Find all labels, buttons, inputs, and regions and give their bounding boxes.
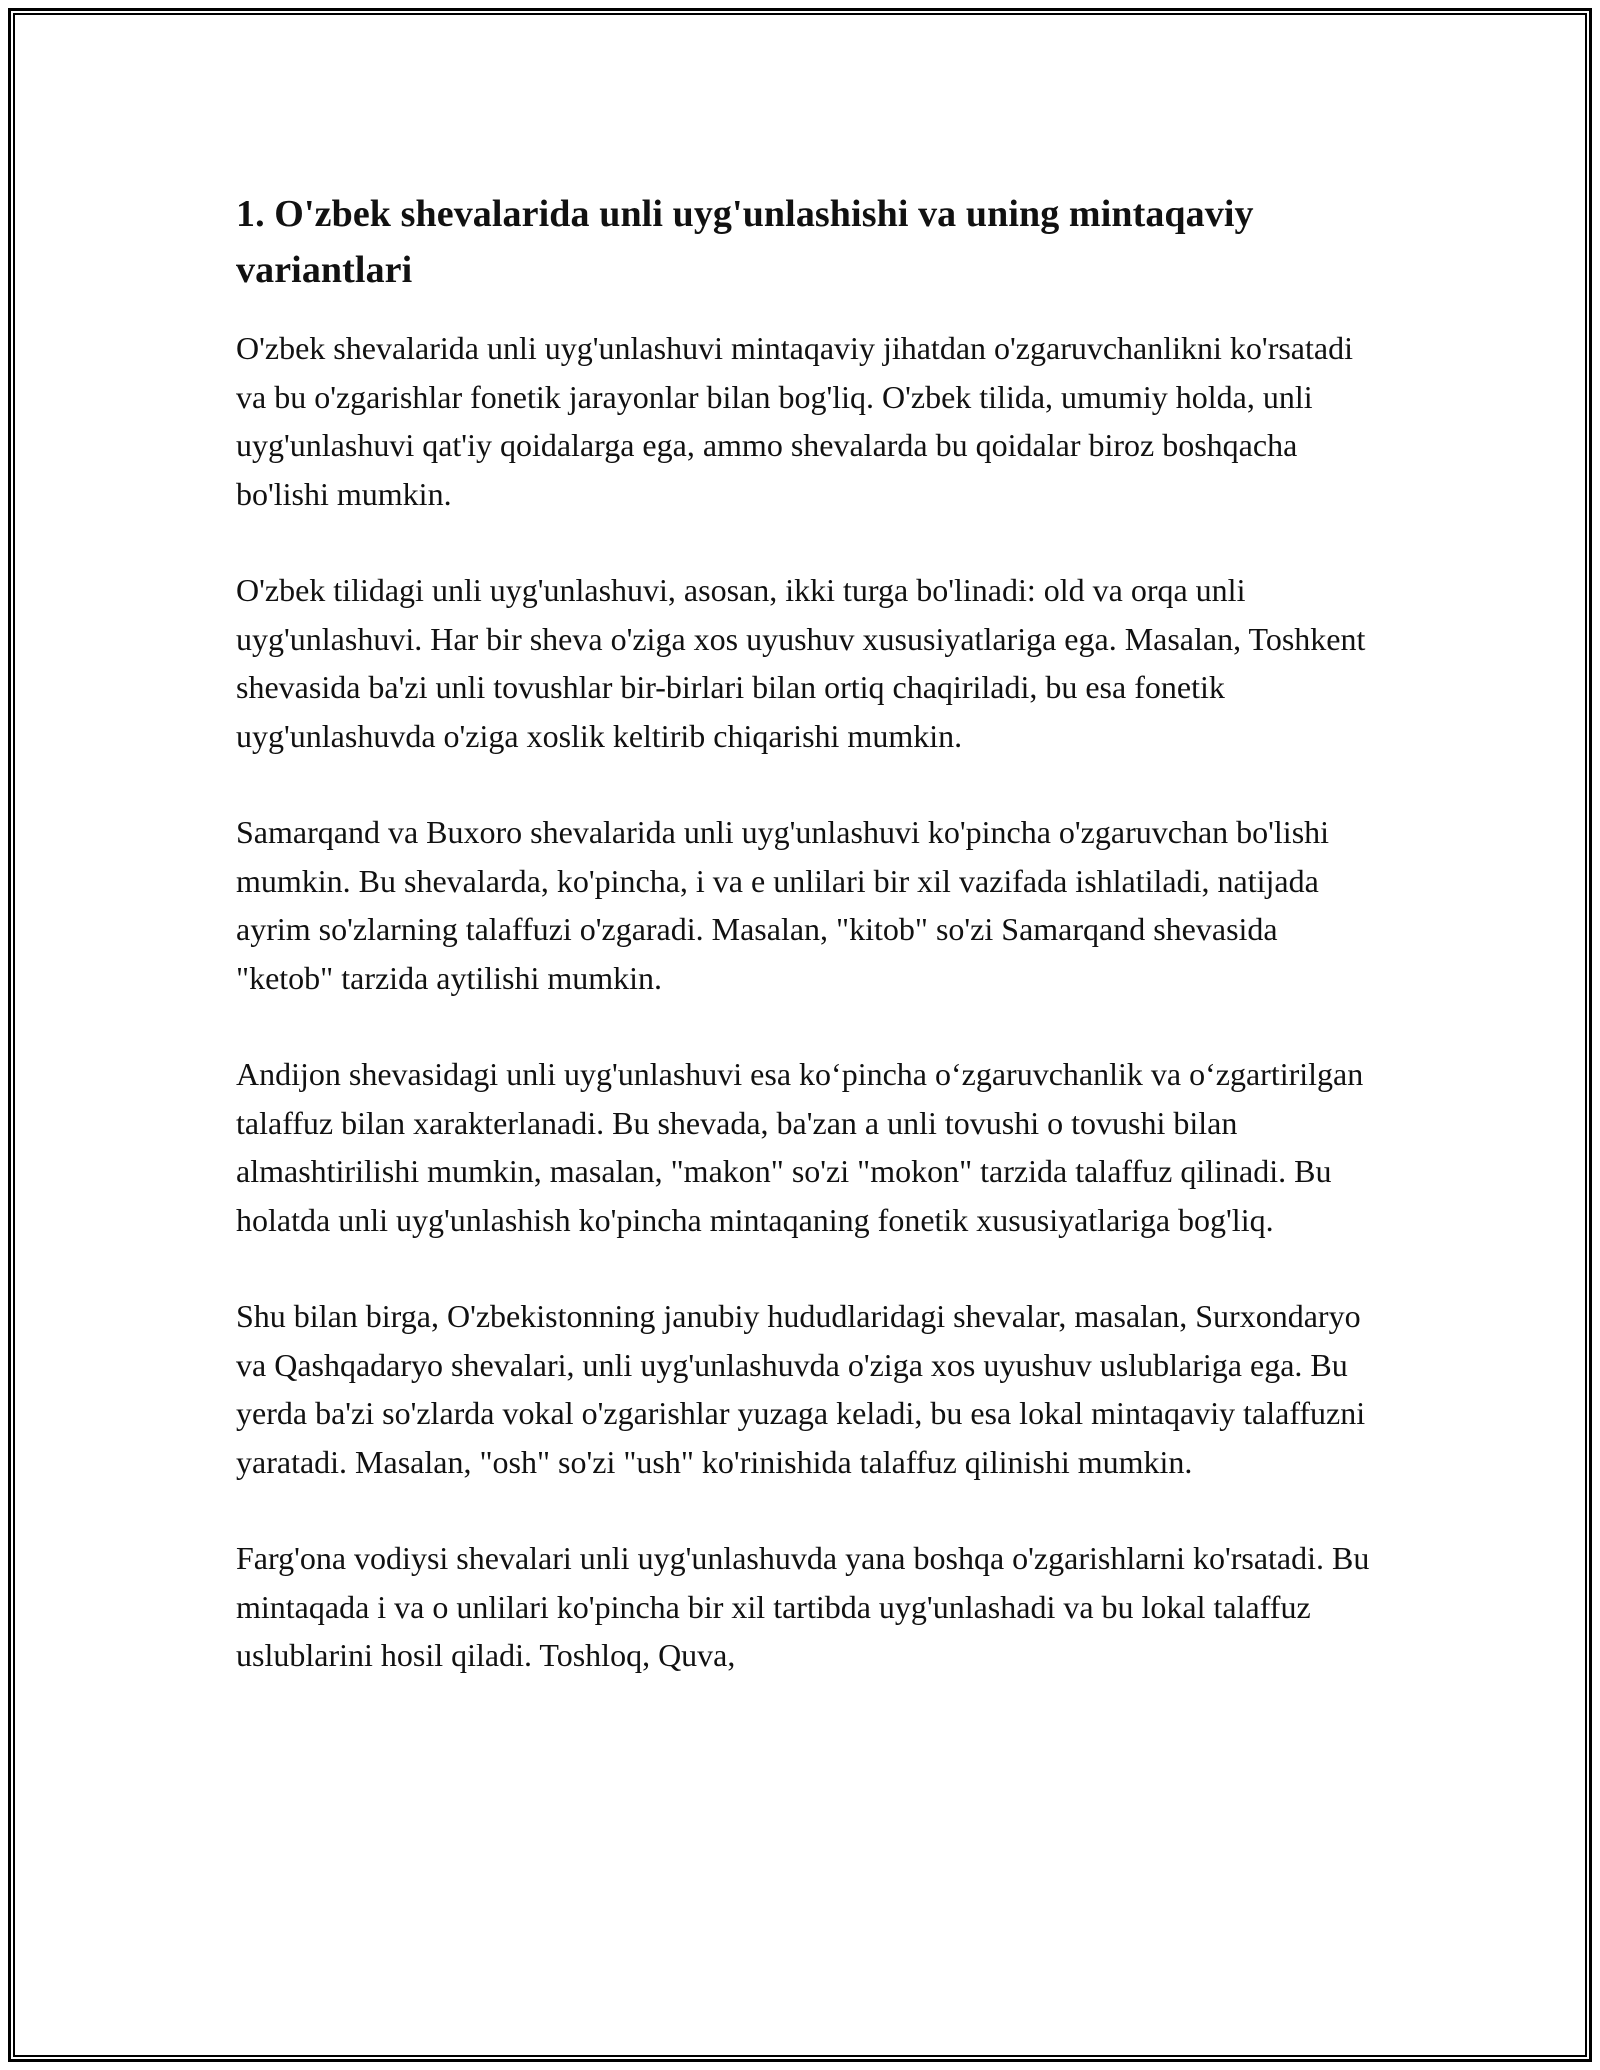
paragraph-5: Shu bilan birga, O'zbekistonning janubiy hududlaridagi shevalar, masalan, Surxondaryo va Qashqadaryo shevalari, unli uyg'unlashuvda o'ziga xos uyushuv uslublariga ega. Bu yerda ba'zi so'zlarda vokal o'zgarishlar yuzaga keladi, bu esa lokal mintaqaviy talaffuzni yaratadi. Masalan, "osh" so'zi "ush" ko'rinishida talaffuz qilinishi mumkin. (236, 1298, 1366, 1480)
paragraph-2: O'zbek tilidagi unli uyg'unlashuvi, asosan, ikki turga bo'linadi: old va orqa unli uyg'unlashuvi. Har bir sheva o'ziga xos uyushuv xususiyatlariga ega. Masalan, Toshkent shevasida ba'zi unli tovushlar bir-birlari bilan ortiq chaqiriladi, bu esa fonetik uyg'unlashuvda o'ziga xoslik keltirib chiqarishi mumkin. (236, 572, 1366, 754)
paragraph-3: Samarqand va Buxoro shevalarida unli uyg'unlashuvi ko'pincha o'zgaruvchan bo'lishi mumkin. Bu shevalarda, ko'pincha, i va e unlilari bir xil vazifada ishlatiladi, natijada ayrim so'zlarning talaffuzi o'zgaradi. Masalan, "kitob" so'zi Samarqand shevasida "ketob" tarzida aytilishi mumkin. (236, 814, 1330, 996)
document-body (236, 186, 1376, 1728)
paragraph-4: Andijon shevasidagi unli uyg'unlashuvi esa ko‘pincha o‘zgaruvchanlik va o‘zgartirilgan talaffuz bilan xarakterlanadi. Bu shevada, ba'zan a unli tovushi o tovushi bilan almashtirilishi mumkin, masalan, "makon" so'zi "mokon" tarzida talaffuz qilinadi. Bu holatda unli uyg'unlashish ko'pincha mintaqaning fonetik xususiyatlariga bog'liq. (236, 1056, 1364, 1238)
paragraph-1: O'zbek shevalarida unli uyg'unlashuvi mintaqaviy jihatdan o'zgaruvchanlikni ko'rsatadi va bu o'zgarishlar fonetik jarayonlar bilan bog'liq. O'zbek tilida, umumiy holda, unli uyg'unlashuvi qat'iy qoidalarga ega, ammo shevalarda bu qoidalar biroz boshqacha bo'lishi mumkin. (236, 330, 1353, 512)
document-title: 1. O'zbek shevalarida unli uyg'unlashishi va uning mintaqaviy variantlari (236, 193, 1254, 291)
paragraph-6: Farg'ona vodiysi shevalari unli uyg'unlashuvda yana boshqa o'zgarishlarni ko'rsatadi. Bu mintaqada i va o unlilari ko'pincha bir xil tartibda uyg'unlashadi va bu lokal talaffuz uslublarini hosil qiladi. Toshloq, Quva, (236, 1540, 1370, 1673)
